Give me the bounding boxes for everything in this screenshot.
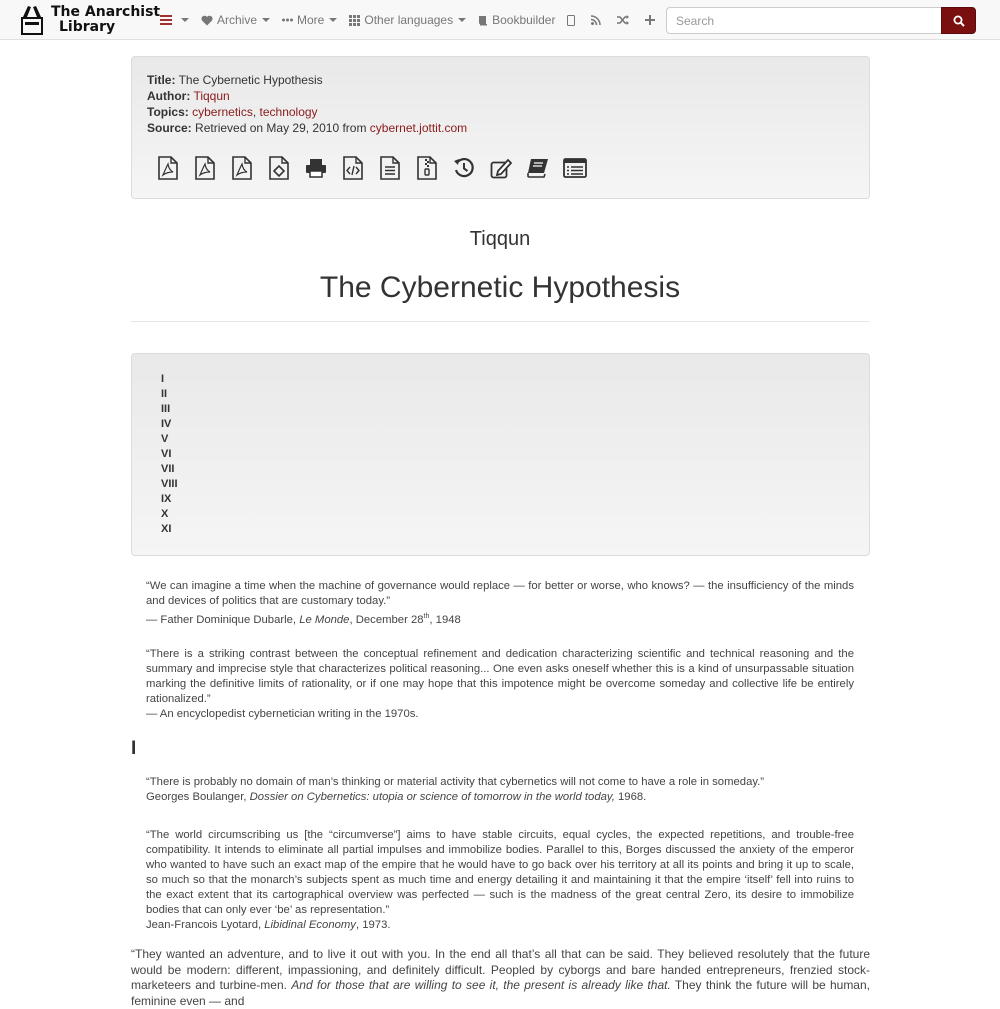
download-pdf-a4-button[interactable]	[187, 153, 223, 183]
download-pdf-button[interactable]	[150, 153, 186, 183]
info-source-text: Retrieved on May 29, 2010 from	[195, 121, 367, 135]
toc-link-2[interactable]: II	[161, 388, 168, 400]
info-title-value: The Cybernetic Hypothesis	[178, 73, 323, 87]
info-icon	[563, 158, 587, 178]
info-source-row	[147, 120, 854, 136]
toc-link-9[interactable]: IX	[161, 493, 172, 505]
section-quote-1	[146, 775, 854, 805]
paragraph-text-cont: They think the future will be human, feminine even — and	[131, 978, 870, 1008]
tablet-icon	[567, 15, 575, 26]
toc-link-11[interactable]: XI	[161, 523, 172, 535]
nav-mobile[interactable]	[567, 15, 579, 26]
history-icon	[453, 157, 475, 179]
pdf-icon	[158, 156, 178, 180]
quote-attribution	[146, 918, 854, 933]
nav-bookbuilder-label: Bookbuilder	[492, 13, 556, 27]
attr-publication: Libidinal Economy	[264, 919, 356, 931]
topic-link-technology[interactable]: technology	[259, 105, 318, 119]
list-icon	[160, 15, 172, 25]
section-quote-2	[146, 828, 854, 933]
menu-dropdown[interactable]	[160, 15, 189, 25]
divider	[131, 321, 870, 322]
attr-prefix: — Father Dominique Dubarle,	[146, 613, 300, 626]
download-text-button[interactable]	[372, 153, 408, 183]
logo-line-1: The Anarchist	[51, 4, 161, 20]
section-heading: I	[131, 738, 137, 759]
search-icon	[953, 15, 965, 27]
info-topics-row	[147, 104, 854, 120]
info-source-label: Source:	[147, 121, 192, 135]
grid-icon	[349, 15, 360, 26]
download-format-icons	[150, 153, 594, 183]
print-icon	[305, 158, 327, 178]
nav-archive[interactable]	[201, 13, 270, 27]
quote-text: “We can imagine a time when the machine of governance would replace — for better or worse, who knows? — the insufficiency of the minds and devices of politics that are customary today.”	[146, 580, 854, 607]
search-form	[666, 7, 976, 34]
logo-line-2: Library	[59, 19, 116, 35]
bookbuilder-icon	[527, 158, 549, 178]
search-input[interactable]	[666, 7, 941, 34]
nav-more-label: More	[297, 13, 325, 27]
quote-attribution	[146, 790, 854, 805]
nav-add[interactable]	[645, 15, 659, 25]
main-nav	[160, 0, 700, 40]
toc-link-6[interactable]: VI	[161, 448, 172, 460]
text-author-heading: Tiqqun	[469, 228, 531, 250]
paragraph-text: “They wanted an adventure, and to live it out with you. In the end all that’s all that can be said. They believed resolutely that the future would be modern: different, impassioning, and definitely difficult. Peopled by cyborgs and bare handed entrepreneurs, frenzied stock-marketeers and turbine-men.	[131, 947, 870, 992]
nav-other-languages[interactable]	[349, 13, 466, 27]
chevron-down-icon	[458, 18, 466, 22]
quote-text: “There is a striking contrast between the conceptual refinement and dedication characterizing scientific and technical reasoning and the summary and imprecise style that characterizes political reasoning... One even asks oneself whether this is a kind of unsurpassable situation marking the definitive limits of rationality, or if one may hope that this impotence might be overcome someday and collective life be entirely rationalized.”	[146, 648, 854, 705]
info-topics-label: Topics:	[147, 105, 189, 119]
rss-icon	[591, 15, 601, 25]
history-button[interactable]	[446, 153, 482, 183]
edit-button[interactable]	[483, 153, 519, 183]
download-pdf-letter-button[interactable]	[224, 153, 260, 183]
text-icon	[380, 156, 400, 180]
toc-link-1[interactable]: I	[161, 373, 165, 385]
attr-superscript: th	[423, 613, 430, 620]
attr-year: , 1973.	[355, 919, 391, 931]
text-title-heading: The Cybernetic Hypothesis	[319, 271, 681, 304]
epigraph-quote-2	[146, 647, 854, 722]
toc-link-4[interactable]: IV	[161, 418, 172, 430]
quote-attribution	[146, 609, 854, 628]
pdf-letter-icon	[232, 156, 252, 180]
paragraph-emphasis: And for those that are willing to see it, the present is already like that.	[291, 978, 671, 992]
nav-archive-label: Archive	[217, 13, 258, 27]
info-title-label: Title:	[147, 73, 176, 87]
toc-link-8[interactable]: VIII	[161, 478, 178, 490]
pdf-a4-icon	[195, 156, 215, 180]
epub-icon	[269, 156, 289, 180]
info-title-row	[147, 72, 854, 88]
bookbuilder-add-button[interactable]	[520, 153, 556, 183]
info-author-row	[147, 88, 854, 104]
attr-prefix: Georges Boulanger,	[146, 791, 250, 803]
html-icon	[343, 156, 363, 180]
toc-link-3[interactable]: III	[161, 403, 171, 415]
epigraph-quote-1	[146, 579, 854, 628]
attr-year: , 1948	[429, 613, 461, 626]
chevron-down-icon	[181, 18, 189, 22]
heart-icon	[201, 15, 213, 26]
book-icon	[478, 15, 488, 26]
site-logo[interactable]	[19, 3, 160, 37]
text-info-box	[131, 56, 870, 199]
more-info-button[interactable]	[557, 153, 593, 183]
table-of-contents	[131, 353, 870, 556]
chevron-down-icon	[262, 18, 270, 22]
navbar	[0, 0, 1000, 40]
download-epub-button[interactable]	[261, 153, 297, 183]
attr-publication: Dossier on Cybernetics: utopia or science of tomorrow in the world today,	[249, 791, 615, 803]
download-zip-button[interactable]	[409, 153, 445, 183]
quote-attribution: — An encyclopedist cybernetician writing in the 1970s.	[146, 708, 419, 720]
attr-publication: Le Monde	[299, 613, 350, 626]
zip-icon	[417, 156, 437, 180]
info-author-label: Author:	[147, 89, 191, 103]
topic-separator: ,	[252, 105, 257, 119]
nav-more[interactable]	[282, 13, 337, 27]
quote-text: “The world circumscribing us [the “circumverse”] aims to have stable circuits, equal cycles, the expected repetitions, and trouble-free compatibility. It intends to eliminate all partial impulses and immobilize bodies. Parallel to this, Borges discussed the anxiety of the emperor who wanted to have such an exact map of the empire that he would have to go back over his territory at all its points and bring it up to scale, so much so that the monarch’s subjects spent as much time and energy detailing it and maintaining it that the empire ‘itself’ fell into ruins to the exact extent that its cartographical overview was perfected — such is the madness of the great central Zero, its desire to immobilize bodies that can only ever ‘be’ as representation.”	[146, 829, 854, 916]
toc-link-7[interactable]: VII	[161, 463, 175, 475]
edit-icon	[490, 157, 512, 179]
attr-year: 1968.	[614, 791, 647, 803]
source-link[interactable]: cybernet.jottit.com	[369, 121, 468, 135]
nav-rss[interactable]	[591, 15, 605, 25]
nav-bookbuilder[interactable]	[478, 13, 555, 27]
chevron-down-icon	[329, 18, 337, 22]
nav-random[interactable]	[617, 15, 633, 25]
shuffle-icon	[617, 15, 629, 25]
print-button[interactable]	[298, 153, 334, 183]
attr-date: , December 28	[349, 613, 424, 626]
attr-prefix: Jean-Francois Lyotard,	[146, 919, 265, 931]
search-button[interactable]	[941, 7, 976, 34]
toc-link-5[interactable]: V	[161, 433, 169, 445]
topic-link-cybernetics[interactable]: cybernetics	[192, 105, 253, 119]
toc-link-10[interactable]: X	[161, 508, 169, 520]
download-html-button[interactable]	[335, 153, 371, 183]
site-name	[51, 5, 160, 35]
logo-mark-icon	[19, 4, 45, 36]
quote-text: “There is probably no domain of man’s thinking or material activity that cybernetics will not come to have a role in someday.”	[146, 776, 765, 788]
ellipsis-icon	[282, 18, 293, 22]
plus-icon	[645, 15, 655, 25]
author-link[interactable]: Tiqqun	[193, 89, 230, 103]
nav-other-languages-label: Other languages	[364, 13, 454, 27]
